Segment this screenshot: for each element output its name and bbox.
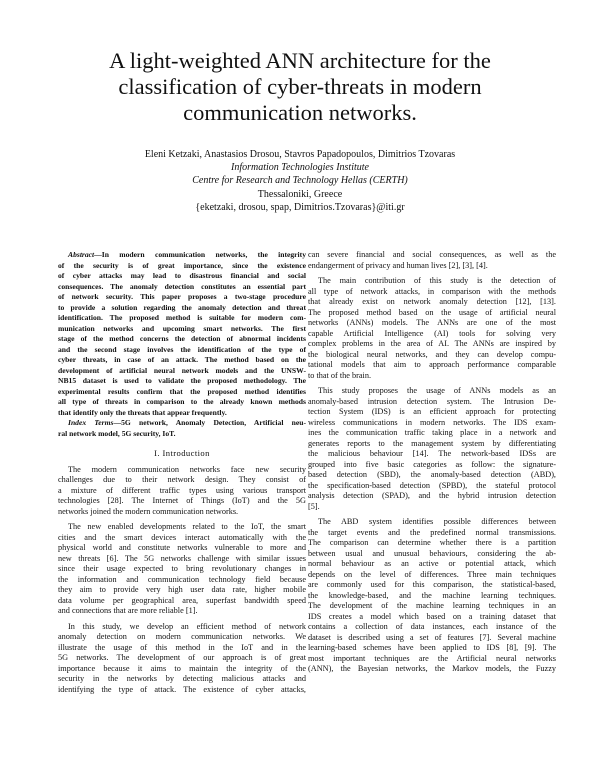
text-line: the knowledge-based, and the machine learning techniques. [308,590,556,600]
text-line: anomaly-based intrusion detection system. The Intrusion De- [308,396,556,406]
text-line: they aim to provide very high user data rate, higher mobile [58,585,306,594]
abstract-line: consequences. The anomaly detection constitutes an essential part [58,281,306,291]
section-heading: I. Introduction [154,448,210,458]
abstract-line: and the second stage involves the identification of the type of [58,344,306,354]
text-line: the malicious behaviour [14]. The network-based IDSs are [308,449,556,458]
abstract-line: to provide a solution regarding the anomaly detection and threat [58,302,306,312]
text-line: endangerment of privacy and human lives [2], [3], [4]. [308,260,488,270]
text-line: The comparison can determine whether there is a partition [308,538,556,547]
text-line: data volume per geographical area, superfast bandwidth speed [58,595,306,605]
text-line: are commonly used for this comparison, the statistical-based, [308,580,556,589]
affiliation-centre: Centre for Research and Technology Hellas (CERTH) [192,175,408,187]
text-line: capable Artificial Intelligence (AI) tools for solving very [308,328,556,338]
text-line: depends on the level of differences. Three main techniques [308,569,556,579]
abstract-label: Abstract [68,250,95,259]
text-line: to that of the brain. [308,370,372,380]
paragraph [58,622,306,696]
paper-title [40,48,560,126]
text-line: cities and the smart devices interact automatically with the [58,532,306,542]
text-line: In this study, we develop an efficient method of network [68,621,306,631]
text-line: the biological neural networks, and they can develop compu- [308,349,556,359]
left-column [58,250,306,695]
author-names: Eleni Ketzaki, Anastasios Drosou, Stavros Papadopoulos, Dimitrios Tzovaras [144,149,456,160]
title-line: communication networks. [183,100,417,125]
abstract-line: of cyber attacks may lead to disastrous financial and social [58,271,306,280]
index-terms-label: Index Terms [68,418,114,427]
text-line: ines the communication traffic taking place in a network and [308,428,556,437]
text-line: The modern communication networks face new security [68,464,306,474]
text-line: can severe financial and social consequences, as well as the [308,250,556,259]
affiliation-institute: Information Technologies Institute [231,162,369,174]
abstract [58,250,306,439]
abstract-line: identification. The proposed method is suitable for modern com- [58,313,306,322]
text-line: based detection (SBD), the anomaly-based detection (ABD), [308,470,556,479]
text-line: security in the networks by detecting malicious attacks and [58,674,306,683]
text-line: [5]. [308,501,320,511]
text-line: The proposed method based on the usage of artificial neural [308,307,556,317]
text-line: between usual and unusual behaviours, considering the ab- [308,548,556,558]
abstract-line: cyber threats, in case of an attack. The method based on the [58,355,306,364]
abstract-line: stage of the method concerns the detection of abnormal incidents [58,334,306,343]
text-line: dataset is described using a set of features [7]. Several machine [308,632,556,642]
text-line: physical world and constitute networks vulnerable to more and [58,543,306,552]
text-line: tection System (IDS) is an efficient approach for protecting [308,407,556,416]
text-line: analysis detection (SPAD), and the hybrid intrusion detection [308,491,556,500]
title-line: A light-weighted ANN architecture for the [109,48,491,73]
abstract-line: that identify only the threats that appear frequently. [58,407,227,417]
text-line: networks (ANNs) models. The ANNs are one of the most [308,318,556,327]
text-line: and connections that are more reliable [1]. [58,606,198,615]
text-line: illustrate the usage of this method in the IoT and in the [58,642,306,652]
index-terms-line: ral network model, 5G security, IoT. [58,428,176,438]
right-column [308,250,556,675]
abstract-line: development of artificial neural network models and the UNSW- [58,365,306,375]
paragraph [308,386,556,512]
abstract-line: experimental results confirm that the proposed method identifies [58,386,306,396]
text-line: IDS creates a model which based on a training dataset that [308,611,556,621]
paragraph [308,276,556,381]
text-line: new threats [6]. The 5G networks challenge with similar issues [58,553,306,563]
text-line: This study proposes the usage of ANNs models as an [318,386,556,395]
text-line: the information and communication technology field because [58,574,306,584]
text-line: The new enabled developments related to the IoT, the smart [68,522,306,531]
text-line: the target events and the predefined normal transmissions. [308,527,556,537]
text-line: anomaly detection on modern communication networks. We [58,632,306,641]
abstract-line: of network security. This paper proposes a two-stage procedure [58,292,306,301]
abstract-line: munication networks and upcoming smart networks. The first [58,323,306,333]
text-line: the specification-based detection (SPBD), the stateful protocol [308,480,556,490]
text-line: The main contribution of this study is the detection of [318,276,556,285]
text-line: complex problems in the area of AI. The ANNs are inspired by [308,339,556,348]
text-line: The ABD system identifies possible differences between [318,517,556,526]
paragraph [308,250,556,271]
abstract-line: all type of threats in comparison to the already known methods [58,397,306,406]
title-line: classification of cyber-threats in modern [118,74,482,99]
text-line: technologies [28]. The Internet of Things (IoT) and the 5G [58,496,306,505]
text-line: a mixture of different traffic types using various transport [58,485,306,495]
text-line: importance because it aims to maintain the integrity of the [58,663,306,673]
text-line: contains a collection of data instances, each instance of the [308,622,556,631]
text-line: (ANN), the Bayesian networks, the Markov models, the Fuzzy [308,664,556,673]
abstract-line: of the security is of great importance, since the existence [58,260,306,270]
text-line: since their usage expected to bring revolutionary changes in [58,564,306,573]
text-line: all type of network attacks, in comparison with the methods [308,286,556,296]
abstract-line: NB15 dataset is used to validate the proposed methodology. The [58,376,306,385]
author-emails: {eketzaki, drosou, spap, Dimitrios.Tzovaras}@iti.gr [195,201,405,213]
text-line: learning-based schemes have been applied to IDS [8], [9]. The [308,643,556,652]
index-terms-line: —5G network, Anomaly Detection, Artificial neu- [113,418,306,427]
text-line: wireless communications in modern networks. The IDS exam- [308,417,556,427]
paragraph [308,517,556,675]
text-line: normal behaviour as an active or potential attack, which [308,559,556,568]
paragraph [58,522,306,617]
text-line: identifying the type of attack. The existence of cyber attacks, [58,684,306,694]
text-line: networks joined the modern communication networks. [58,506,239,516]
author-location: Thessaloniki, Greece [257,188,343,200]
paragraph [58,465,306,518]
text-line: that already exist on network anomaly detection [12], [13]. [308,297,556,306]
text-line: The development of the machine learning techniques in an [308,601,556,610]
text-line: 5G networks. The development of our approach is of great [58,653,306,662]
text-line: grouped into five basic categories as follow: the signature- [308,459,556,469]
text-line: generates reports to the management system by differentiating [308,438,556,448]
text-line: tational models that aim to approach performance comparable [308,360,556,369]
text-line: most important techniques are the Artificial neural networks [308,653,556,663]
author-block [40,148,560,214]
text-line: challenges due to their network design. They consist of [58,475,306,484]
abstract-line: —In modern communication networks, the integrity [94,250,306,259]
